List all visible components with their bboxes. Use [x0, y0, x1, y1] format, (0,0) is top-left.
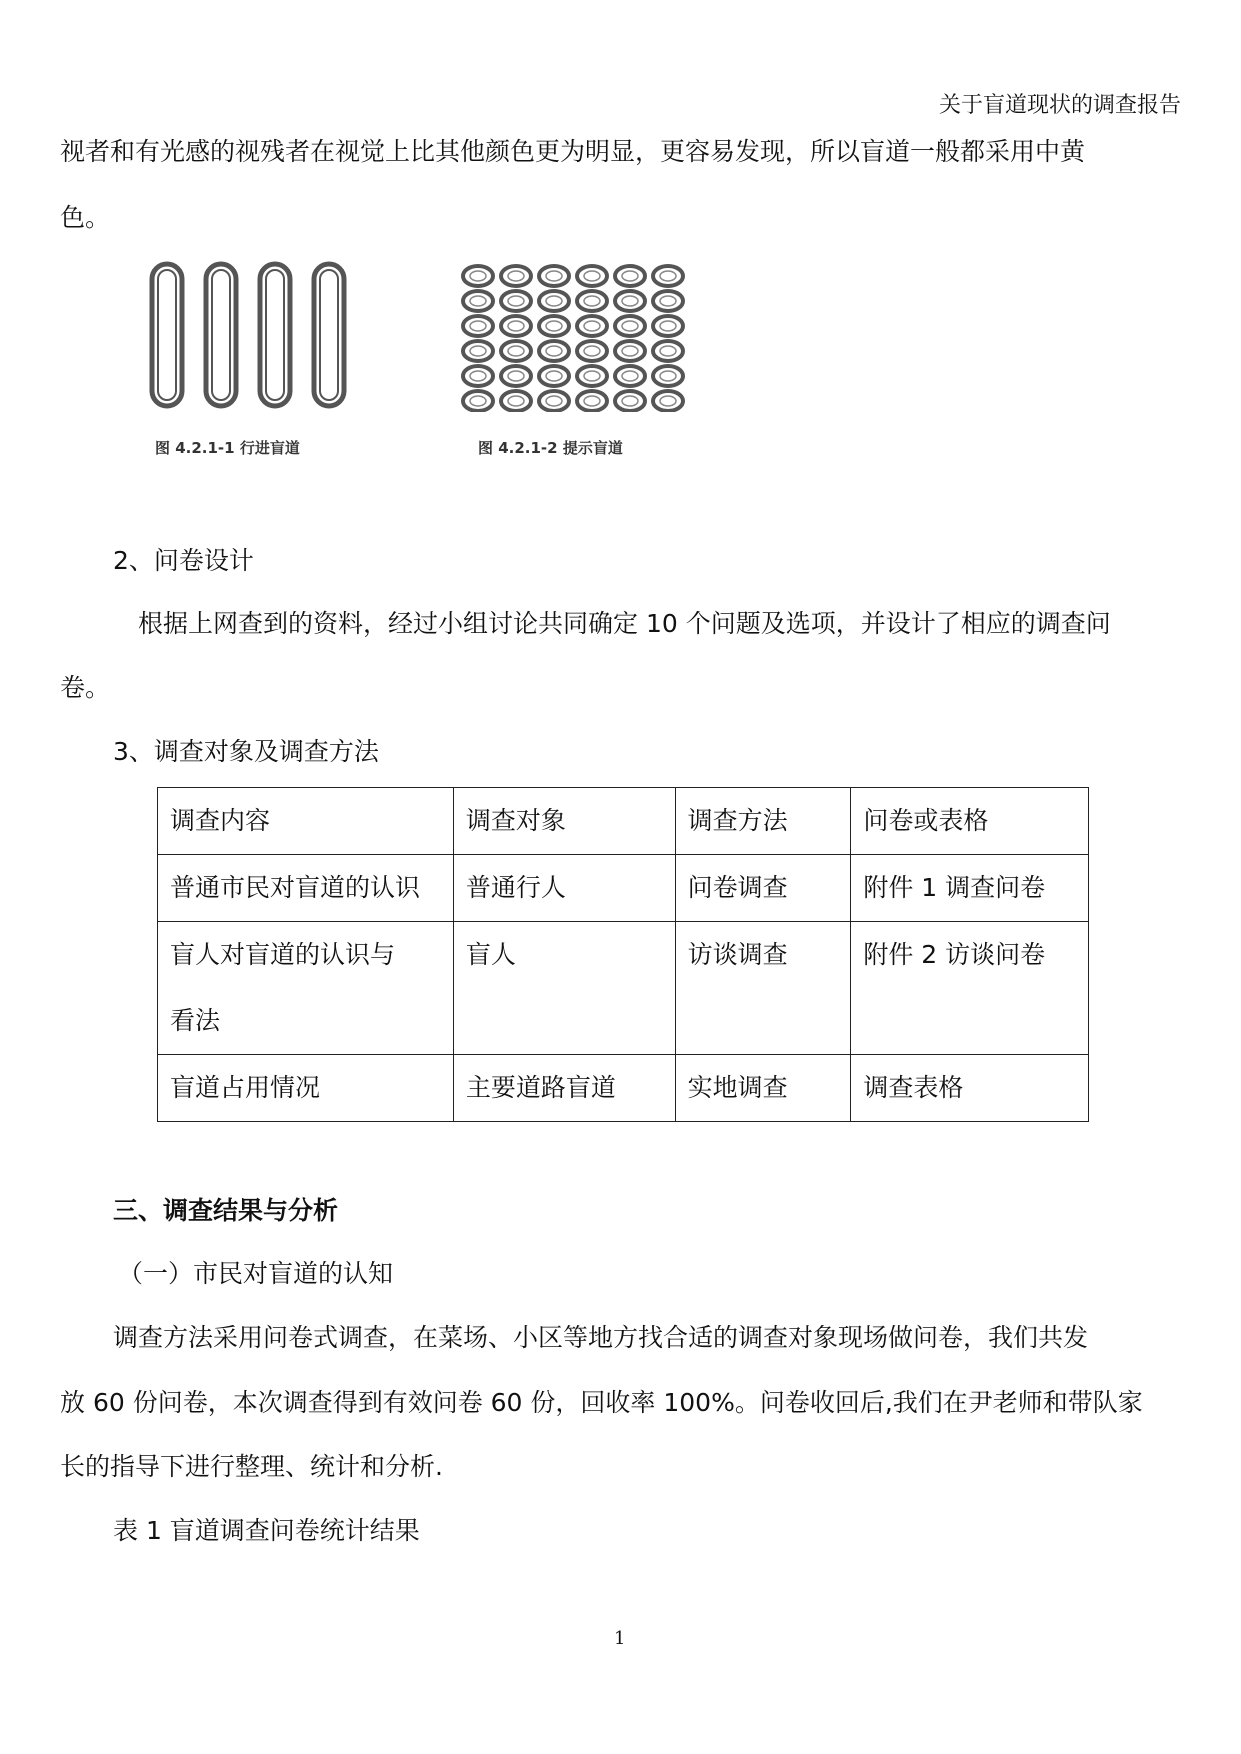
- warning-dot: [615, 391, 645, 411]
- warning-dot: [463, 341, 493, 361]
- warning-dot: [653, 316, 683, 336]
- figure-1-caption: 图 4.2.1-1 行进盲道: [155, 439, 300, 457]
- warning-dot: [615, 266, 645, 286]
- intro-line-2: 色。: [60, 203, 111, 232]
- warning-dot-inner: [546, 371, 562, 381]
- warning-dot-inner: [508, 346, 524, 356]
- table-row: [158, 1055, 1089, 1122]
- warning-dot-inner: [508, 371, 524, 381]
- warning-dot-inner: [470, 346, 486, 356]
- warning-dot-inner: [660, 296, 676, 306]
- warning-dot-inner: [470, 296, 486, 306]
- warning-dot-inner: [622, 371, 638, 381]
- table-cell: 普通市民对盲道的认识: [158, 855, 454, 922]
- warning-dot: [615, 341, 645, 361]
- table-cell: 实地调查: [675, 1055, 851, 1122]
- figure-warning-dots: [460, 262, 690, 416]
- section-2-line-1: 根据上网查到的资料，经过小组讨论共同确定 10 个问题及选项，并设计了相应的调查问: [138, 609, 1111, 638]
- table-cell: [158, 922, 454, 1055]
- table-cell: 问卷或表格: [851, 788, 1089, 855]
- warning-dot-inner: [546, 321, 562, 331]
- warning-dot-inner: [660, 371, 676, 381]
- travel-guide-strips-image: [140, 258, 370, 418]
- warning-dot: [463, 391, 493, 411]
- warning-dot-inner: [622, 296, 638, 306]
- warning-dot-inner: [622, 321, 638, 331]
- warning-dot: [539, 316, 569, 336]
- warning-dot-inner: [584, 346, 600, 356]
- warning-dot: [501, 341, 531, 361]
- warning-dot: [653, 291, 683, 311]
- table-cell: 调查方法: [675, 788, 851, 855]
- warning-dot-inner: [508, 321, 524, 331]
- table-cell: 附件 1 调查问卷: [851, 855, 1089, 922]
- warning-dot: [577, 316, 607, 336]
- warning-dot: [463, 316, 493, 336]
- warning-dot-inner: [584, 296, 600, 306]
- warning-dot: [539, 391, 569, 411]
- warning-dot: [653, 266, 683, 286]
- warning-dot: [501, 366, 531, 386]
- warning-dot-inner: [584, 271, 600, 281]
- warning-dot: [463, 291, 493, 311]
- warning-dot: [539, 341, 569, 361]
- table-cell: 普通行人: [453, 855, 675, 922]
- warning-dot: [539, 266, 569, 286]
- warning-dot-inner: [470, 371, 486, 381]
- warning-dot-inner: [660, 271, 676, 281]
- results-line-2: 放 60 份问卷，本次调查得到有效问卷 60 份，回收率 100%。问卷收回后,我们在尹老师和带队家: [60, 1388, 1143, 1417]
- results-heading: 三、调查结果与分析: [113, 1196, 339, 1225]
- warning-dot-inner: [546, 271, 562, 281]
- results-line-1: 调查方法采用问卷式调查，在菜场、小区等地方找合适的调查对象现场做问卷，我们共发: [113, 1323, 1089, 1352]
- table-row: [158, 855, 1089, 922]
- page-number: 1: [614, 1628, 626, 1649]
- warning-dot-inner: [546, 346, 562, 356]
- warning-dot: [653, 391, 683, 411]
- warning-dot: [501, 291, 531, 311]
- warning-dot-inner: [584, 321, 600, 331]
- section-3-heading: 3、调查对象及调查方法: [113, 737, 379, 766]
- warning-dot-inner: [470, 271, 486, 281]
- warning-dot-inner: [584, 396, 600, 406]
- running-header: 关于盲道现状的调查报告: [938, 93, 1181, 118]
- warning-dot: [539, 366, 569, 386]
- warning-dot: [615, 316, 645, 336]
- table-cell: 主要道路盲道: [453, 1055, 675, 1122]
- section-2-heading: 2、问卷设计: [113, 546, 254, 575]
- warning-dot-inner: [546, 396, 562, 406]
- warning-dot-inner: [508, 396, 524, 406]
- table-row: [158, 922, 1089, 1055]
- warning-dot: [501, 316, 531, 336]
- warning-dot-inner: [622, 271, 638, 281]
- figure-travel-guide: [140, 258, 370, 422]
- warning-dot-inner: [470, 321, 486, 331]
- warning-dot: [615, 366, 645, 386]
- intro-line-1: 视者和有光感的视残者在视觉上比其他颜色更为明显，更容易发现，所以盲道一般都采用中黄: [60, 137, 1086, 166]
- table-cell: 调查表格: [851, 1055, 1089, 1122]
- warning-dot-inner: [508, 271, 524, 281]
- warning-dot: [577, 266, 607, 286]
- warning-dot: [615, 291, 645, 311]
- warning-dot-inner: [584, 371, 600, 381]
- warning-dot: [653, 366, 683, 386]
- section-2-line-2: 卷。: [60, 673, 111, 702]
- warning-dot: [539, 291, 569, 311]
- warning-dot: [577, 366, 607, 386]
- results-subheading: （一）市民对盲道的认知: [118, 1259, 394, 1288]
- table-header-row: [158, 788, 1089, 855]
- warning-dot: [501, 391, 531, 411]
- results-line-3: 长的指导下进行整理、统计和分析.: [60, 1452, 443, 1481]
- warning-dot: [653, 341, 683, 361]
- warning-dot: [577, 341, 607, 361]
- table-1-caption: 表 1 盲道调查问卷统计结果: [113, 1516, 420, 1545]
- table-cell: 附件 2 访谈问卷: [851, 922, 1089, 1055]
- warning-dot: [577, 391, 607, 411]
- table-cell-text: 盲人对盲道的认识与看法: [170, 940, 396, 1035]
- warning-dot-inner: [470, 396, 486, 406]
- warning-dot: [577, 291, 607, 311]
- table-cell: 盲道占用情况: [158, 1055, 454, 1122]
- table-cell: 问卷调查: [675, 855, 851, 922]
- warning-dot: [463, 366, 493, 386]
- warning-dot-inner: [622, 346, 638, 356]
- table-cell: 盲人: [453, 922, 675, 1055]
- warning-dot: [501, 266, 531, 286]
- figure-2-caption: 图 4.2.1-2 提示盲道: [478, 439, 623, 457]
- table-cell: 调查内容: [158, 788, 454, 855]
- warning-dots-image: [460, 262, 690, 412]
- warning-dot-inner: [622, 396, 638, 406]
- warning-dot: [463, 266, 493, 286]
- warning-dot-inner: [508, 296, 524, 306]
- survey-method-table: [157, 787, 1089, 1122]
- warning-dot-inner: [660, 396, 676, 406]
- table-cell: 访谈调查: [675, 922, 851, 1055]
- table-cell: 调查对象: [453, 788, 675, 855]
- warning-dot-inner: [660, 346, 676, 356]
- warning-dot-inner: [546, 296, 562, 306]
- warning-dot-inner: [660, 321, 676, 331]
